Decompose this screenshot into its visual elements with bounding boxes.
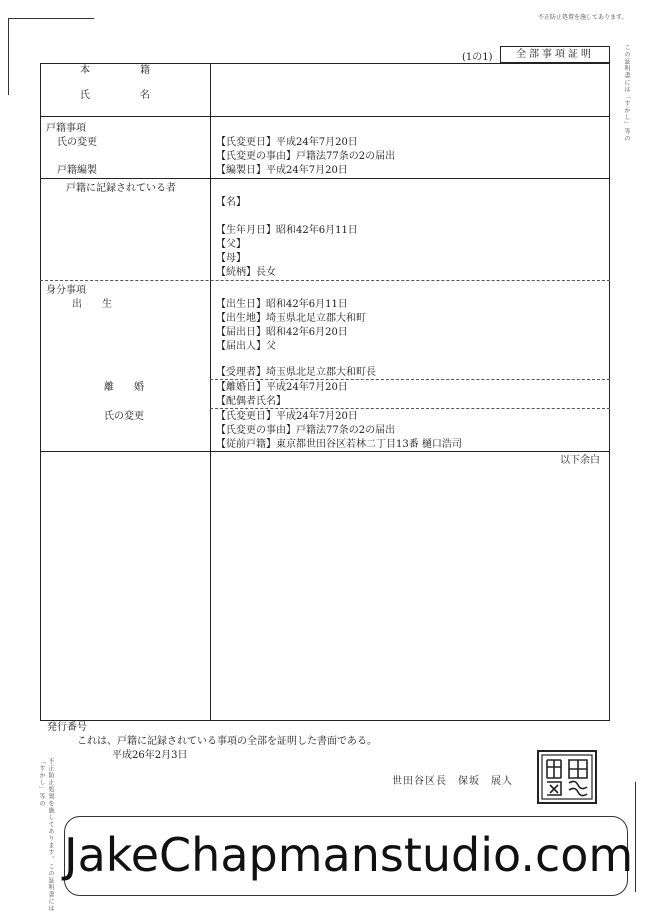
- receiver-line: 【受理者】埼玉県北足立郡大和町長: [216, 367, 376, 378]
- issue-number-label: 発行番号: [47, 722, 87, 733]
- blank-note: 以下余白: [560, 455, 600, 466]
- watermark-text: JakeChapmanstudio.com: [64, 828, 634, 882]
- side-notice-left: 不正防止処置を施してあります。この証明書には「すかし」等の: [38, 758, 54, 912]
- namechange-label: 氏の変更: [104, 411, 144, 422]
- birth-line: 【出生地】埼玉県北足立郡大和町: [216, 313, 366, 324]
- person-name: 【名】: [216, 197, 246, 208]
- side-notice-right: この証明書には「すかし」等の: [623, 44, 630, 142]
- divorce-label: 離 婚: [104, 382, 144, 393]
- certificate-title: 全部事項証明: [500, 46, 610, 63]
- entry-divider-dashed: [210, 379, 610, 380]
- person-birthdate: 【生年月日】昭和42年6月11日: [216, 225, 358, 236]
- issue-date: 平成26年2月3日: [112, 750, 188, 761]
- namechange-line: 【従前戸籍】東京都世田谷区若林二丁目13番 樋口浩司: [216, 439, 462, 450]
- column-divider: [210, 63, 211, 720]
- person-father: 【父】: [216, 239, 246, 250]
- name-label: 氏 名: [80, 90, 150, 101]
- birth-line: 【届出人】父: [216, 341, 276, 352]
- page-indicator: (1の1): [462, 52, 493, 63]
- birth-line: 【出生日】昭和42年6月11日: [216, 299, 348, 310]
- seal-graphic: [539, 752, 595, 802]
- certification-statement: これは、戸籍に記録されている事項の全部を証明した書面である。: [77, 736, 377, 747]
- koseki-line: 【氏変更日】平成24年7月20日: [216, 137, 358, 148]
- row-divider-dashed: [40, 280, 610, 281]
- signer: 世田谷区長 保坂 展人: [392, 776, 513, 787]
- row-divider: [40, 178, 610, 179]
- entry-divider-dashed: [210, 408, 610, 409]
- koseki-item-compiled: 戸籍編製: [57, 165, 97, 176]
- koseki-line: 【氏変更の事由】戸籍法77条の2の届出: [216, 151, 396, 162]
- namechange-line: 【氏変更の事由】戸籍法77条の2の届出: [216, 425, 396, 436]
- koseki-item-name-change: 氏の変更: [57, 137, 97, 148]
- namechange-line: 【氏変更日】平成24年7月20日: [216, 411, 358, 422]
- status-section-label: 身分事項: [46, 285, 86, 296]
- birth-label: 出 生: [72, 299, 112, 310]
- person-relation: 【続柄】長女: [216, 267, 276, 278]
- row-divider: [40, 451, 610, 452]
- person-label: 戸籍に記録されている者: [66, 183, 176, 194]
- koseki-section-label: 戸籍事項: [46, 123, 86, 134]
- person-mother: 【母】: [216, 253, 246, 264]
- divorce-line: 【離婚日】平成24年7月20日: [216, 382, 348, 393]
- honseki-label: 本 籍: [80, 65, 150, 76]
- koseki-line: 【編製日】平成24年7月20日: [216, 165, 348, 176]
- divorce-line: 【配偶者氏名】: [216, 396, 286, 407]
- row-divider: [40, 116, 610, 117]
- birth-line: 【届出日】昭和42年6月20日: [216, 327, 348, 338]
- anti-forgery-notice: 不正防止処置を施してあります。: [538, 14, 628, 21]
- official-seal: [537, 750, 597, 804]
